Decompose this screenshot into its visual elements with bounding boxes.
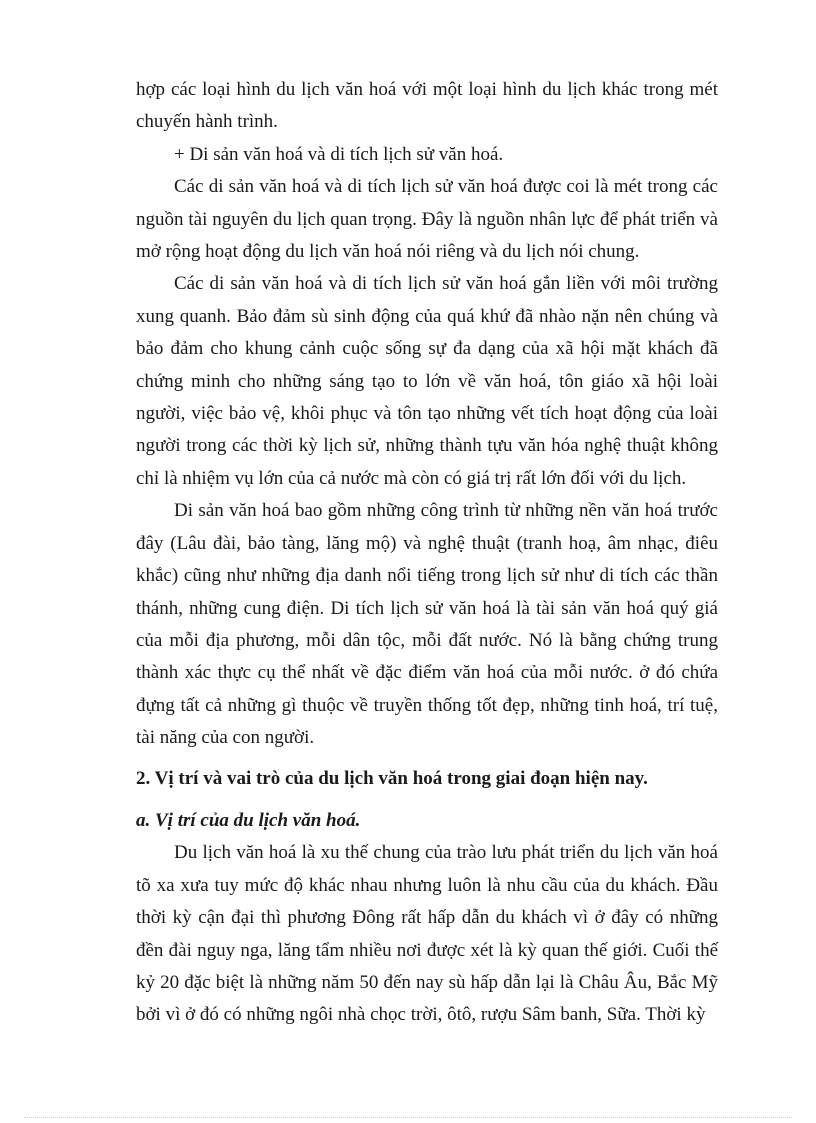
paragraph-heritage-resources: Các di sản văn hoá và di tích lịch sử văn hoá được coi là mét trong các nguồn tài nguyên du lịch quan trọng. Đây là nguồn nhân lực để phát triển và mở rộng hoạt động du lịch văn hoá nói riêng và du lịch nói chung. bbox=[136, 176, 718, 263]
bullet-heritage: + Di sản văn hoá và di tích lịch sử văn hoá. bbox=[174, 143, 504, 165]
page-footer-divider bbox=[24, 1117, 792, 1118]
paragraph-cultural-tourism-position: Du lịch văn hoá là xu thế chung của trào lưu phát triển du lịch văn hoá tõ xa xưa tuy mức độ khác nhau nhưng luôn là nhu cầu của du khách. Đầu thời kỳ cận đại thì phương Đông rất hấp dẫn du khách vì ở đây có những đền đài nguy nga, lăng tẩm nhiều nơi được xét là kỳ quan thế giới. Cuối thế kỷ 20 đặc biệt là những năm 50 đến nay sù hấp dẫn lại là Châu Âu, Bắc Mỹ bởi vì ở đó có những ngôi nhà chọc trời, ôtô, rượu Sâm banh, Sữa. Thời kỳ bbox=[136, 842, 718, 1026]
paragraph-heritage-definition: Di sản văn hoá bao gồm những công trình từ những nền văn hoá trước đây (Lâu đài, bảo tàng, lăng mộ) và nghệ thuật (tranh hoạ, âm nhạc, điêu khắc) cũng như những địa danh nổi tiếng trong lịch sử như di tích các thần thánh, những cung điện. Di tích lịch sử văn hoá là tài sản văn hoá quý giá của mỗi địa phương, mỗi dân tộc, mỗi đất nước. Nó là bằng chứng trung thành xác thực cụ thể nhất về đặc điểm văn hoá của mỗi nước. ở đó chứa đựng tất cả những gì thuộc về truyền thống tốt đẹp, những tinh hoá, trí tuệ, tài năng của con người. bbox=[136, 500, 718, 749]
subsection-heading: a. Vị trí của du lịch văn hoá. bbox=[136, 809, 361, 831]
section-heading: 2. Vị trí và vai trò của du lịch văn hoá trong giai đoạn hiện nay. bbox=[136, 767, 648, 789]
paragraph-heritage-environment: Các di sản văn hoá và di tích lịch sử văn hoá gắn liền với môi trường xung quanh. Bảo đảm sù sinh động của quá khứ đã nhào nặn nên chúng và bảo đảm cho khung cảnh cuộc sống sự đa dạng của xã hội mặt khách đã chứng minh cho những sáng tạo to lớn về văn hoá, tôn giáo xã hội loài người, việc bảo vệ, khôi phục và tôn tạo những vết tích hoạt động của loài người trong các thời kỳ lịch sử, những thành tựu văn hóa nghệ thuật không chỉ là nhiệm vụ lớn của cả nước mà còn có giá trị rất lớn đối với du lịch. bbox=[136, 273, 718, 489]
paragraph-continuation: hợp các loại hình du lịch văn hoá với một loại hình du lịch khác trong mét chuyến hành trình. bbox=[136, 79, 718, 133]
document-page bbox=[136, 74, 718, 1032]
